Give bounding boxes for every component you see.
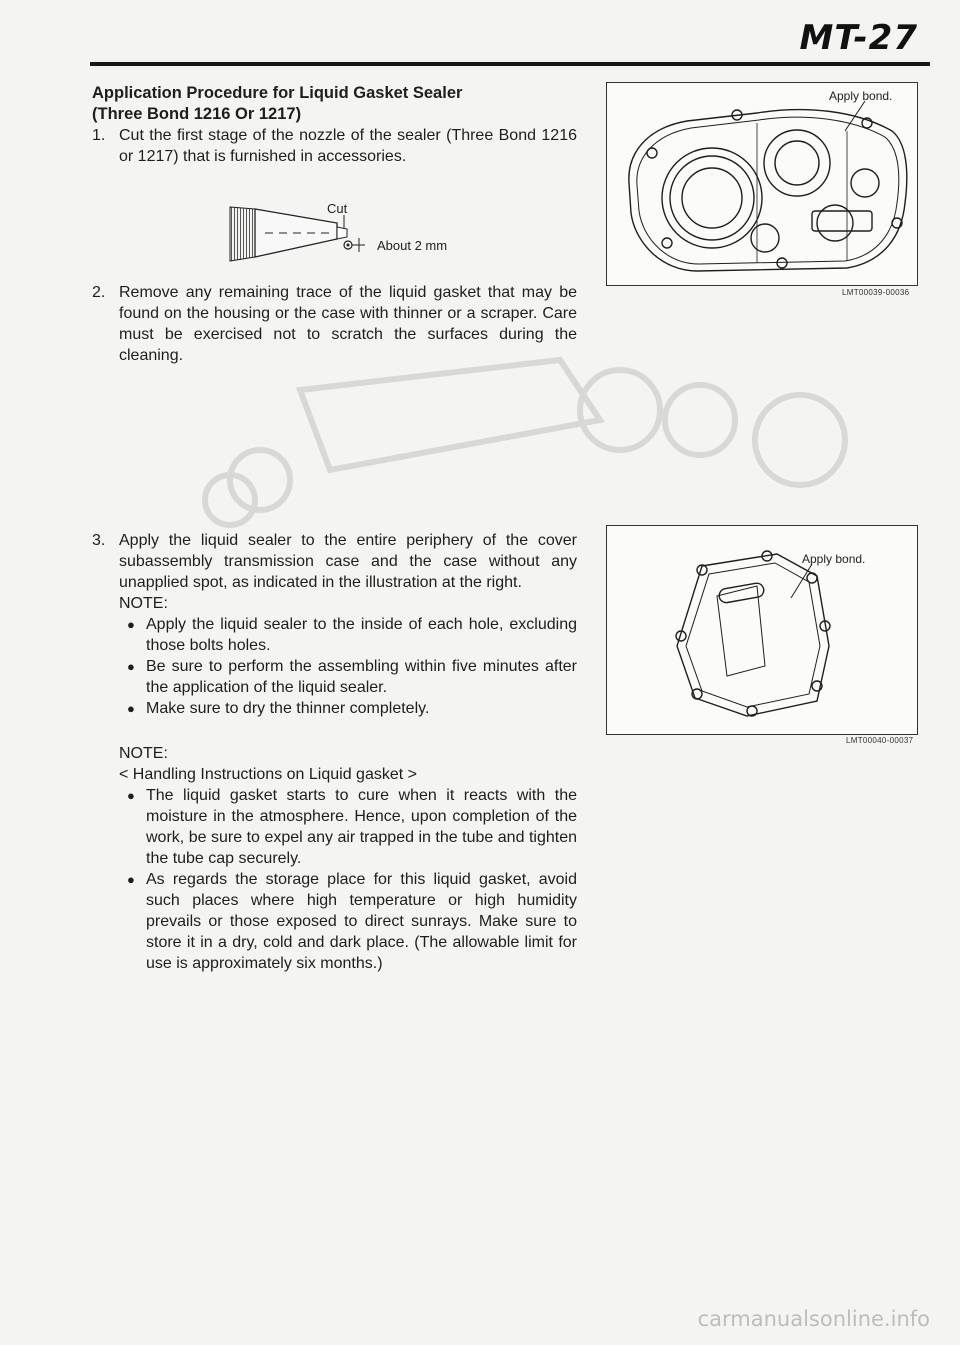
step-text: Remove any remaining trace of the liquid gasket that may be found on the housing or the case with thinner or a scraper. Care must be exercised not to scratch the surfaces during the cleaning.	[119, 284, 577, 364]
note-1-bullet	[127, 698, 577, 719]
figure-1-callout: Apply bond.	[829, 89, 893, 103]
figure-transmission-case	[606, 82, 918, 286]
section-intro	[92, 83, 577, 167]
page-code: MT-27	[799, 18, 918, 58]
bullet-text: As regards the storage place for this liquid gasket, avoid such places where high temperature or high humidity prevails or those exposed to direct sunrays. Make sure to store it in a dry, cold and dark place. (The allowable limit for use is approximately six months.)	[146, 871, 577, 972]
section-heading-line1: Application Procedure for Liquid Gasket Sealer	[92, 84, 463, 102]
step-3	[92, 530, 577, 593]
step-2	[92, 282, 577, 366]
step-text: Apply the liquid sealer to the entire periphery of the cover subassembly transmission case and the case without any unapplied spot, as indicated in the illustration at the right.	[119, 532, 577, 591]
site-watermark: carmanualsonline.info	[697, 1307, 930, 1331]
nozzle-cut-label: Cut	[327, 201, 348, 216]
bullet-text: Apply the liquid sealer to the inside of each hole, excluding those bolts holes.	[146, 616, 577, 654]
note-1-bullet	[127, 656, 577, 698]
bullet-dot: ●	[127, 659, 135, 674]
section-heading-line2: (Three Bond 1216 Or 1217)	[92, 105, 302, 123]
bullet-dot: ●	[127, 788, 135, 803]
note-2-bullet	[127, 785, 577, 869]
bullet-dot: ●	[127, 872, 135, 887]
figure-1-code: LMT00039-00036	[842, 288, 910, 297]
step-1	[92, 125, 577, 167]
figure-cover-subassembly	[606, 525, 918, 735]
step-number: 1.	[92, 127, 106, 144]
note-1-title: NOTE:	[119, 595, 168, 612]
figure-2-code: LMT00040-00037	[846, 736, 914, 745]
note-1-bullets	[119, 614, 577, 719]
transmission-case-drawing	[607, 83, 917, 285]
note-1	[119, 593, 577, 719]
note-2	[119, 743, 577, 974]
header-rule	[90, 62, 930, 66]
note-2-bullets	[119, 785, 577, 974]
nozzle-size-label: About 2 mm	[377, 238, 448, 253]
figure-2-callout: Apply bond.	[802, 552, 866, 566]
bullet-text: Be sure to perform the assembling within five minutes after the application of the liquid sealer.	[146, 658, 577, 696]
step-number: 2.	[92, 284, 106, 301]
nozzle-cut-diagram	[225, 195, 505, 275]
note-1-bullet	[127, 614, 577, 656]
section-step2	[92, 282, 577, 366]
cover-subassembly-drawing	[607, 526, 917, 734]
bullet-dot: ●	[127, 701, 135, 716]
bullet-text: The liquid gasket starts to cure when it reacts with the moisture in the atmosphere. Hence, upon completion of the work, be sure to expel any air trapped in the tube and tighten the tube cap securely.	[146, 787, 577, 867]
bullet-text: Make sure to dry the thinner completely.	[146, 700, 430, 717]
note-2-subtitle: < Handling Instructions on Liquid gasket >	[119, 766, 417, 783]
step-number: 3.	[92, 532, 106, 549]
note-2-title: NOTE:	[119, 745, 168, 762]
note-2-bullet	[127, 869, 577, 974]
bullet-dot: ●	[127, 617, 135, 632]
step-text: Cut the first stage of the nozzle of the sealer (Three Bond 1216 or 1217) that is furnished in accessories.	[119, 127, 577, 165]
section-step3	[92, 530, 577, 719]
